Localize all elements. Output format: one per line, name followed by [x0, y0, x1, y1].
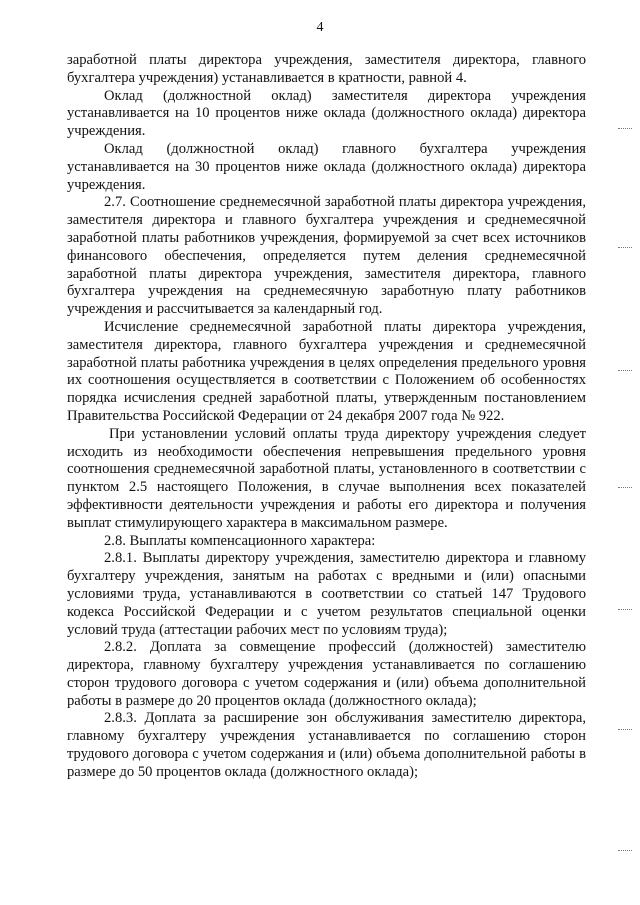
- paragraph-3: Оклад (должностной оклад) главного бухгалтера учреждения устанавливается на 30 процентов ниже оклада (должностного оклада) директора учреждения.: [67, 140, 586, 193]
- paragraph-8: 2.8.1. Выплаты директору учреждения, заместителю директора и главному бухгалтеру учреждения, занятым на работах с вредными и (или) опасными условиями труда, устанавливаются в соответствии со статьей 147 Трудового кодекса Российской Федерации и с учетом результатов специальной оценки условий труда (аттестации рабочих мест по условиям труда);: [67, 550, 586, 638]
- scan-margin-mark: [618, 609, 632, 611]
- scan-margin-mark: [618, 247, 632, 249]
- scan-margin-mark: [618, 370, 632, 372]
- paragraph-6: При установлении условий оплаты труда директору учреждения следует исходить из необходимости обеспечения непревышения предельного уровня соотношения среднемесячной заработной платы, установленного в соответствии с пунктом 2.5 настоящего Положения, в случае выполнения всех показателей эффективности деятельности учреждения и работы его директора и получения выплат стимулирующего характера в максимальном размере.: [67, 425, 586, 531]
- paragraph-10: 2.8.3. Доплата за расширение зон обслуживания заместителю директора, главному бухгалтеру учреждения устанавливается по соглашению сторон трудового договора с учетом содержания и (или) объема дополнительной работы в размере до 50 процентов оклада (должностного оклада);: [67, 710, 586, 780]
- paragraph-2: Оклад (должностной оклад) заместителя директора учреждения устанавливается на 10 процентов ниже оклада (должностного оклада) директора учреждения.: [67, 87, 586, 140]
- scan-margin-mark: [618, 128, 632, 130]
- scan-margin-mark: [618, 729, 632, 731]
- document-body: [67, 52, 586, 782]
- scan-margin-mark: [618, 487, 632, 489]
- paragraph-1: заработной платы директора учреждения, заместителя директора, главного бухгалтера учреждения) устанавливается в кратности, равной 4.: [67, 52, 586, 86]
- scan-margin-mark: [618, 850, 632, 852]
- paragraph-9: 2.8.2. Доплата за совмещение профессий (должностей) заместителю директора, главному бухгалтеру учреждения устанавливается по соглашению сторон трудового договора с учетом содержания и (или) объема дополнительной работы в размере до 20 процентов оклада (должностного оклада);: [67, 639, 586, 709]
- paragraph-5: Исчисление среднемесячной заработной платы директора учреждения, заместителя директора, главного бухгалтера учреждения и среднемесячной заработной платы работника учреждения в целях определения предельного уровня их соотношения осуществляется в соответствии с Положением об особенностях порядка исчисления средней заработной платы, утвержденным постановлением Правительства Российской Федерации от 24 декабря 2007 года № 922.: [67, 318, 586, 424]
- page-number: 4: [316, 20, 324, 35]
- paragraph-4: 2.7. Соотношение среднемесячной заработной платы директора учреждения, заместителя директора и главного бухгалтера учреждения и среднемесячной заработной платы работников учреждения, формируемой за счет всех источников финансового обеспечения, определяется путем деления среднемесячной заработной платы директора учреждения, заместителя директора, главного бухгалтера учреждения на среднемесячную заработную плату работников учреждения и рассчитывается за календарный год.: [67, 194, 586, 318]
- paragraph-7: 2.8. Выплаты компенсационного характера:: [104, 532, 376, 549]
